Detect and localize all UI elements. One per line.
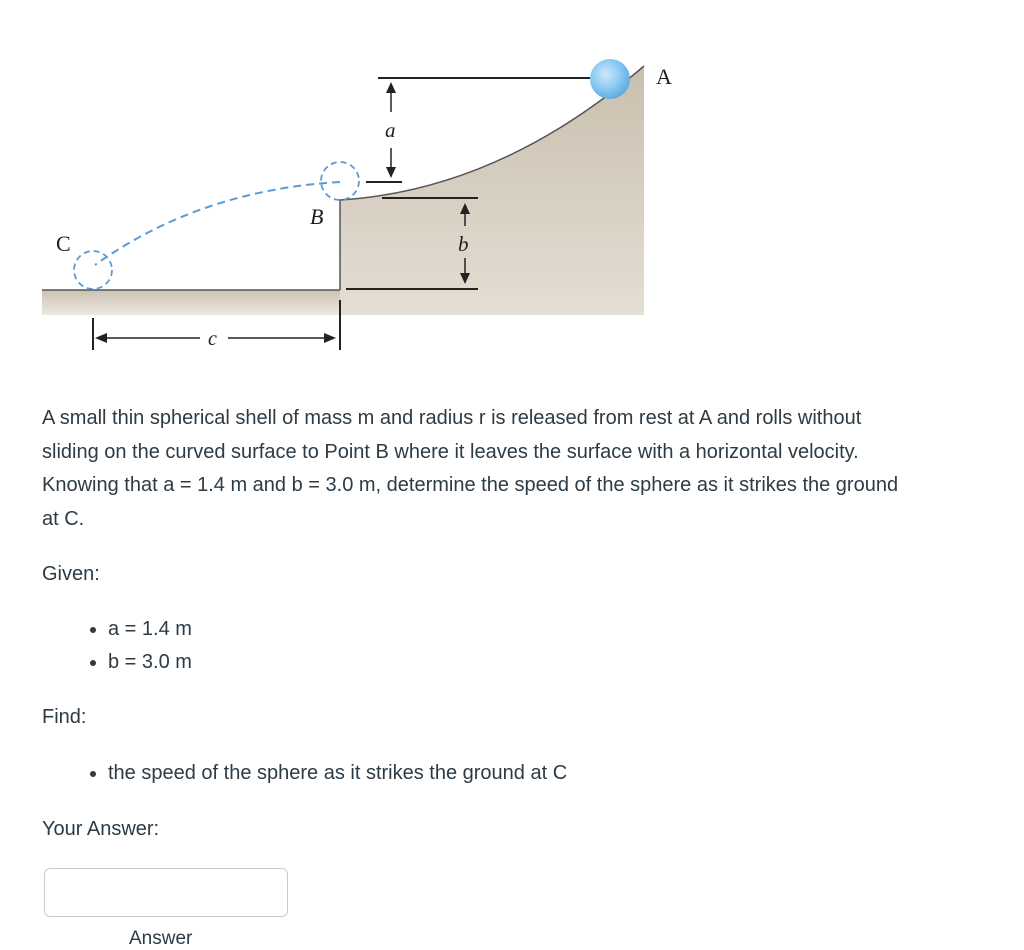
given-label: Given: [42,563,100,585]
answer-caption: Answer [129,928,193,949]
problem-figure [30,50,690,360]
find-label: Find: [42,706,87,728]
problem-statement: A small thin spherical shell of mass m and radius r is released from rest at A and rolls without sliding on the curved surface to Point B where it leaves the surface with a horizontal velocity. Knowing that a = 1.4 m and b = 3.0 m, determine the speed of the sphere as it strikes the ground at C. [42,407,899,530]
trajectory-path [95,182,340,265]
sphere-at-a [590,59,630,99]
given-item: • b = 3.0 m [108,646,192,679]
dim-a-arrowhead-up [386,82,396,93]
label-dim-b: b [458,232,469,256]
answer-input[interactable] [44,868,288,917]
given-list [86,613,192,679]
label-point-b: B [310,204,324,229]
dim-a-arrowhead-down [386,167,396,178]
find-list [86,757,567,790]
dim-c-arrowhead-right [324,333,336,343]
your-answer-label: Your Answer: [42,818,160,840]
dim-c-arrowhead-left [95,333,107,343]
sphere-at-b-ghost [321,162,359,200]
label-dim-c: c [208,328,217,350]
sphere-at-c-ghost [74,251,112,289]
find-item: • the speed of the sphere as it strikes the ground at C [108,757,567,790]
label-dim-a: a [385,118,396,142]
given-item: • a = 1.4 m [108,613,192,646]
label-point-c: C [56,231,71,256]
label-point-a: A [656,64,672,89]
curved-slope [340,66,644,315]
